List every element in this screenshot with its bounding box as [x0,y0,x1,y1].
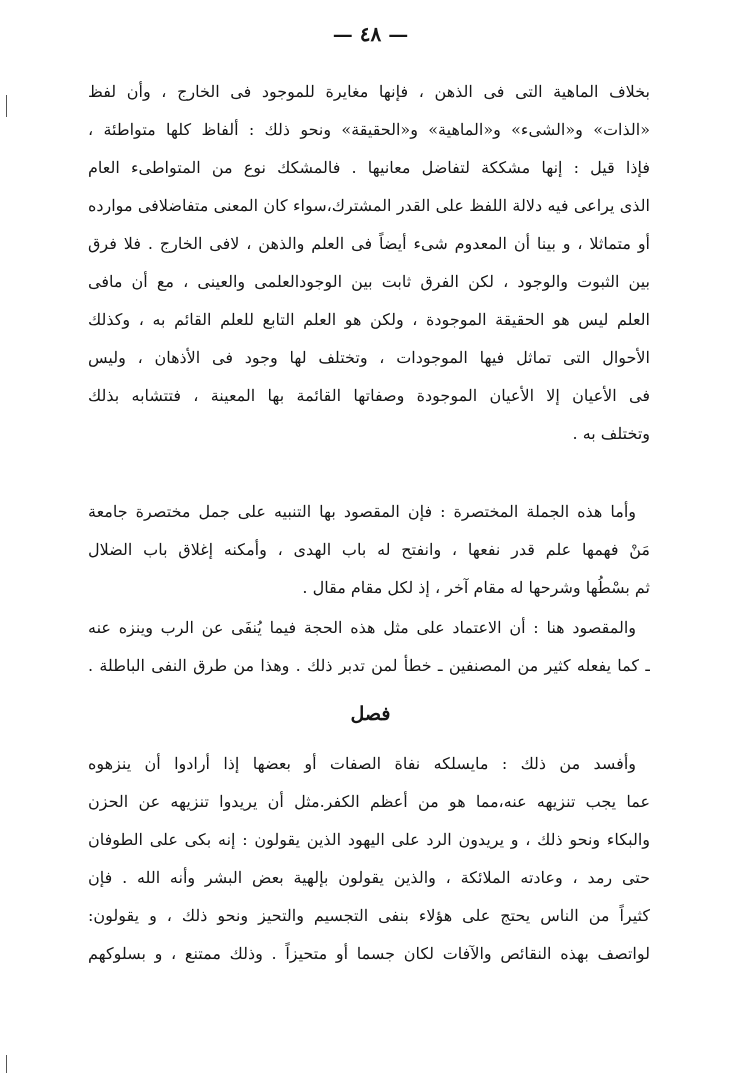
text-line: والبكاء ونحو ذلك ، و يريدون الرد على اليهود الذين يقولون : إنه بكى على الطوفان [88,830,650,849]
text-line: والمقصود هنا : أن الاعتماد على مثل هذه الحجة فيما يُنفَى عن الرب وينزه عنه [88,618,636,637]
text-line: العلم ليس هو الحقيقة الموجودة ، ولكن هو العلم التابع للعلم القائم به ، وكذلك [88,310,650,329]
text-line: وأما هذه الجملة المختصرة : فإن المقصود بها التنبيه على جمل مختصرة جامعة [88,502,636,521]
text-line: وأفسد من ذلك : مايسلكه نفاة الصفات أو بعضها إذا أرادوا أن ينزهوه [88,754,636,773]
text-line: بين الثبوت والوجود ، لكن الفرق ثابت بين الوجودالعلمى والعينى ، مع أن مافى [88,272,650,291]
text-line: «الذات» و«الشىء» و«الماهية» و«الحقيقة» ونحو ذلك : ألفاظ كلها متواطئة ، [88,120,650,139]
text-line: وتختلف به . [572,424,650,443]
paragraph-2 [88,493,650,607]
section-heading: فصل [350,703,391,725]
text-line: كثيراً من الناس يحتج على هؤلاء بنفى التجسيم والتحيز ونحو ذلك ، و يقولون: [88,906,650,925]
text-line: فى الأعيان إلا الأعيان الموجودة وصفاتها القائمة بها المعينة ، فتتشابه بذلك [88,386,650,405]
text-line: ثم بسْطُها وشرحها له مقام آخر ، إذ لكل مقام مقال . [302,578,650,597]
text-line: عما يجب تنزيهه عنه،مما هو من أعظم الكفر.مثل أن يريدوا تنزيهه عن الحزن [88,792,650,811]
paragraph-4 [88,745,650,973]
text-line: الذى يراعى فيه دلالة اللفظ على القدر المشترك،سواء كان المعنى متفاضلافى موارده [88,196,650,215]
paragraph-3 [88,609,650,685]
scan-edge-mark [6,95,7,117]
text-line: أو متماثلا ، و بينا أن المعدوم شىء أيضاً فى العلم والذهن ، لافى الخارج . فلا فرق [88,234,650,253]
text-line: الأحوال التى تماثل فيها الموجودات ، وتختلف لها وجود فى الأذهان ، وليس [88,348,650,367]
text-line: لواتصف بهذه النقائص والآفات لكان جسما أو متحيزاً . وذلك ممتنع ، و بسلوكهم [88,944,650,963]
scan-edge-mark [6,1055,7,1073]
text-line: فإذا قيل : إنها مشككة لتفاضل معانيها . فالمشكك نوع من المتواطىء العام [88,158,650,177]
text-line: مَنْ فهمها علم قدر نفعها ، وانفتح له باب الهدى ، وأمكنه إغلاق باب الضلال [88,540,650,559]
text-line: ـ كما يفعله كثير من المصنفين ـ خطأ لمن تدبر ذلك . وهذا من طرق النفى الباطلة . [88,656,650,675]
text-line: بخلاف الماهية التى فى الذهن ، فإنها مغايرة للموجود فى الخارج ، وأن لفظ [88,82,650,101]
paragraph-1 [88,73,650,453]
page-number: — ٤٨ — [332,22,409,46]
text-line: حتى رمد ، وعادته الملائكة ، والذين يقولون بإلهية بعض البشر وأنه الله . فإن [88,868,650,887]
